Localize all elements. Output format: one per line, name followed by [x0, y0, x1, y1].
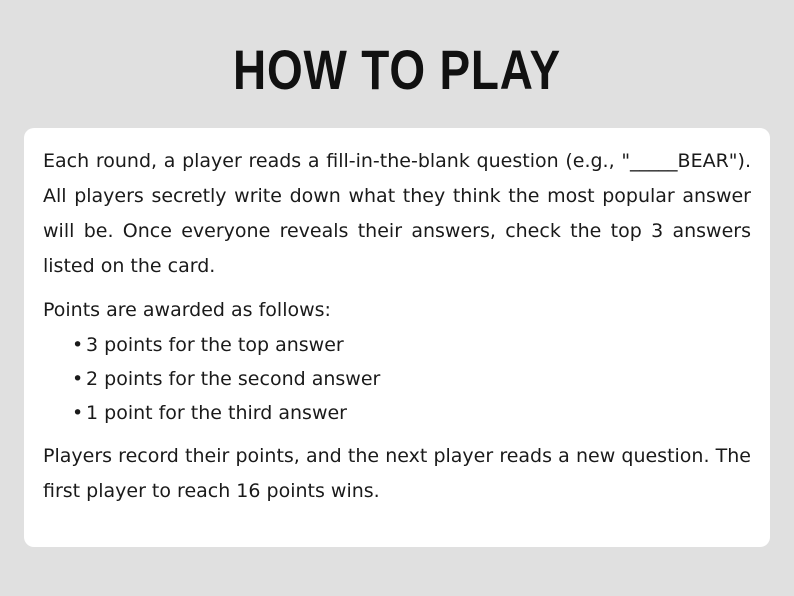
instructions-card — [24, 128, 770, 547]
bullet-icon: • — [72, 402, 84, 424]
list-item — [72, 396, 751, 430]
list-item — [72, 328, 751, 362]
rule-text: 3 points for the top answer — [86, 334, 344, 356]
rule-text: 2 points for the second answer — [86, 368, 381, 390]
bullet-icon: • — [72, 334, 84, 356]
intro-paragraph: Each round, a player reads a fill-in-the-blank question (e.g., "_____BEAR"). All players secretly write down what they think the most popular answer will be. Once everyone reveals their answers, check the top 3 answers listed on the card. — [43, 150, 751, 277]
page-title: HOW TO PLAY — [233, 38, 561, 101]
points-intro: Points are awarded as follows: — [43, 299, 331, 321]
list-item — [72, 362, 751, 396]
rule-text: 1 point for the third answer — [86, 402, 347, 424]
bullet-icon: • — [72, 368, 84, 390]
scoring-list — [43, 328, 751, 430]
outro-paragraph: Players record their points, and the next player reads a new question. The first player to reach 16 points wins. — [43, 445, 751, 502]
